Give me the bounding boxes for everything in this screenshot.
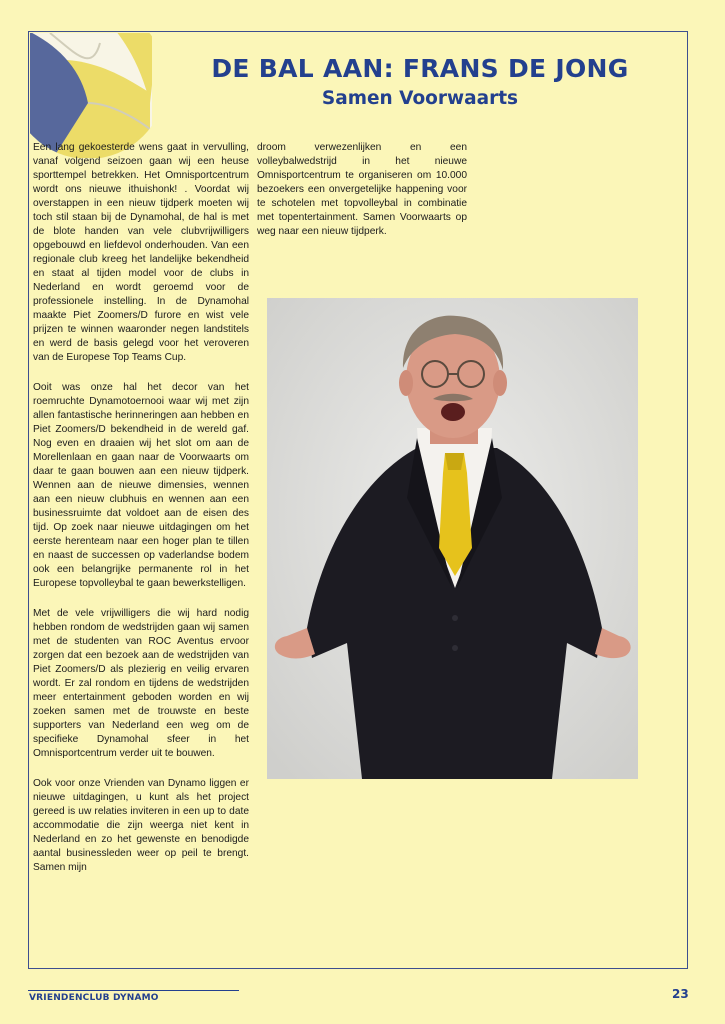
page-number: 23 xyxy=(672,987,689,1001)
paragraph: Ooit was onze hal het decor van het roemruchte Dynamotoernooi waar wij met zijn allen fantastische herinneringen aan hebben en Piet Zoomers/D bekendheid in de wereld gaf. Nog even en draaien wij het slot om aan de Morellenlaan en gaan naar de Voorwaarts om daar te gaan bouwen aan een nieuw tijdperk. Wennen aan de nieuwe dimensies, wennen aan een nieuw clubhuis en wennen aan een businessruimte dat voldoet aan de eisen des tijd. Op zoek naar nieuwe uitdagingen om het eerste herenteam naar een hoger plan te tillen en naast de successen op vaderlandse bodem ook een belangrijke permanente rol in het Europese topvolleybal te gaan bewerkstelligen. xyxy=(33,382,249,589)
footer-publication: VRIENDENCLUB DYNAMO xyxy=(29,993,159,1003)
article-title: DE BAL AAN: FRANS DE JONG xyxy=(211,54,629,83)
article-right-column xyxy=(257,141,467,255)
article-left-column xyxy=(33,141,249,891)
article-subtitle: Samen Voorwaarts xyxy=(321,88,519,109)
portrait-photo xyxy=(267,298,638,779)
paragraph: Een lang gekoesterde wens gaat in vervulling, vanaf volgend seizoen gaan wij een heuse sporttempel betrekken. Het Omnisportcentrum wordt ons nieuwe ithuishonk! . Voordat wij overstappen in een nieuw tijdperk moeten wij toch stil staan bij de Dynamohal, de hal is met de blote handen van vele clubvrijwilligers opgebouwd en liefdevol onderhouden. Van een regionale club kreeg het landelijke bekendheid en staat al tijden model voor de clubs in Nederland en wordt geroemd voor de professionele instelling. In de Dynamohal maakte Piet Zoomers/D furore en wist vele prijzen te winnen waaronder negen landstitels en werd de basis gelegd voor het veroveren van de Europese Top Teams Cup. xyxy=(33,142,249,363)
paragraph: Ook voor onze Vrienden van Dynamo liggen er nieuwe uitdagingen, u kunt als het project gereed is uw relaties inviteren in een up to date accommodatie die zijn weergа niet kent in Nederland en zo het gewenste en benodigde aantal businessleden weer op peil te brengt. Samen mijn xyxy=(33,778,249,873)
footer-rule xyxy=(28,990,239,991)
paragraph: Met de vele vrijwilligers die wij hard nodig hebben rondom de wedstrijden gaan wij samen met de studenten van ROC Aventus ervoor zorgen dat een bezoek aan de wedstrijden van Piet Zoomers/D als plezierig en veilig ervaren wordt. Er zal rondom en tijdens de wedstrijden meer entertainment geboden worden en wij zoeken samen met de trouwste en beste supporters van Nederland een weg om de specifieke Dynamohal sfeer in het Omnisportcentrum verder uit te bouwen. xyxy=(33,608,249,759)
volleyball-icon xyxy=(30,33,152,158)
paragraph: droom verwezenlijken en een volleybalwedstrijd in het nieuwe Omnisportcentrum te organiseren om 10.000 bezoekers een onvergetelijke happening voor te schotelen met topvolleybal in combinatie met topentertainment. Samen Voorwaarts op weg naar een nieuw tijdperk. xyxy=(257,142,467,237)
